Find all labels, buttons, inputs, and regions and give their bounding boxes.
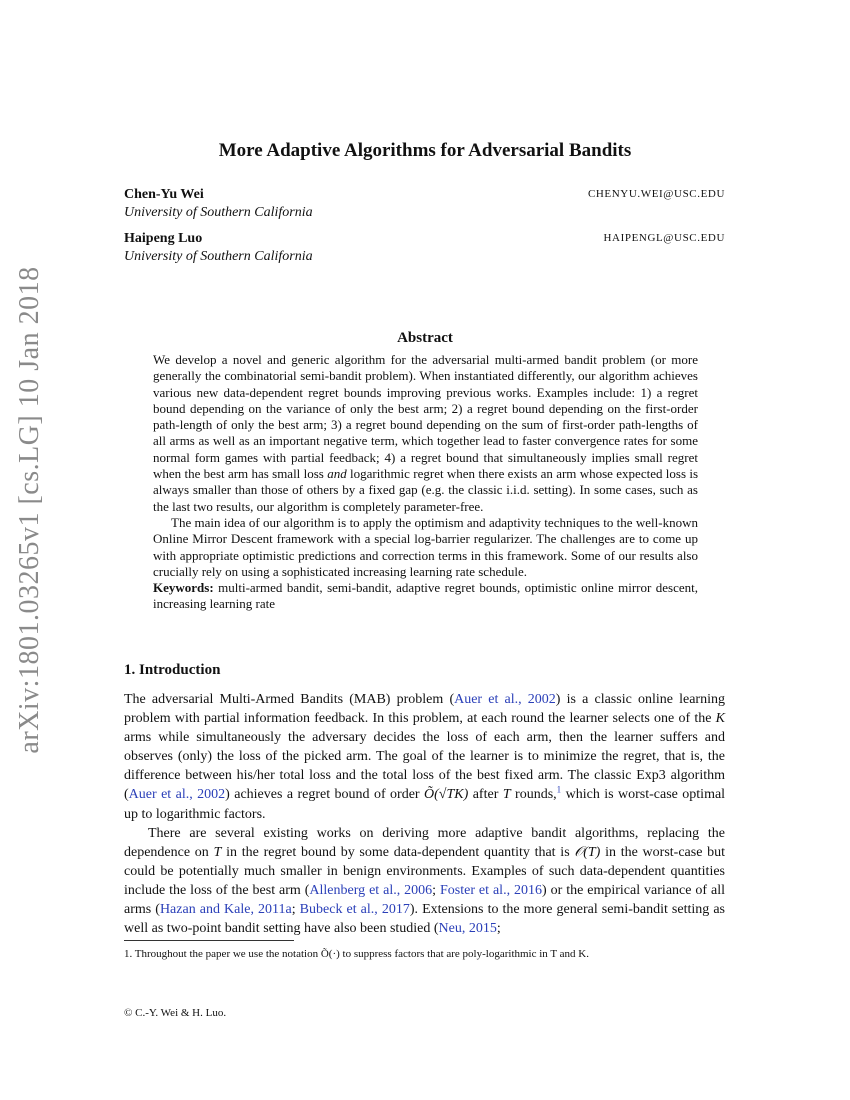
abstract-body bbox=[153, 352, 698, 613]
intro-paragraph-1: The adversarial Multi-Armed Bandits (MAB) problem (Auer et al., 2002) is a classic online learning problem with partial information feedback. In this problem, at each round the learner selects one of the K arms while simultaneously the adversary decides the loss of each arm, then the learner suffers and observes (only) the loss of the picked arm. The goal of the learner is to minimize the regret, that is, the difference between his/her total loss and the total loss of the best fixed arm. The classic Exp3 algorithm (Auer et al., 2002) achieves a regret bound of order Õ(√TK) after T rounds,$^1$ which is worst-case optimal up to logarithmic factors. bbox=[124, 692, 726, 822]
author-email: HAIPENGL@USC.EDU bbox=[603, 232, 725, 244]
section-heading-introduction: 1. Introduction bbox=[124, 662, 221, 678]
author-name: Chen-Yu Wei bbox=[124, 187, 204, 202]
abstract-paragraph-1: We develop a novel and generic algorithm for the adversarial multi-armed bandit problem (or more generally the combinatorial semi-bandit problem). When instantiated differently, our algorithm achieves various new data-dependent regret bounds improving previous works. Examples include: 1) a regret bound depending on the variance of only the best arm; 2) a regret bound depending on the first-order path-length of only the best arm; 3) a regret bound depending on the sum of first-order path-lengths of all arms as well as an important negative term, which together lead to faster convergence rates for some normal form games with partial feedback; 4) a regret bound that simultaneously implies small regret when the best arm has small loss and logarithmic regret when there exists an arm whose expected loss is always smaller than those of others by a fixed gap (e.g. the classic i.i.d. setting). In some cases, such as the last two results, our algorithm is completely parameter-free. bbox=[153, 352, 699, 514]
math-order-bound: Õ(√TK) bbox=[424, 787, 469, 803]
keywords-list: multi-armed bandit, semi-bandit, adaptive regret bounds, optimistic online mirror descent, increasing learning rate bbox=[153, 580, 699, 612]
footnote-marker[interactable]: 1 bbox=[556, 784, 562, 795]
abstract-paragraph-2: The main idea of our algorithm is to apply the optimism and adaptivity techniques to the well-known Online Mirror Descent framework with a special log-barrier regularizer. The challenges are to come up with appropriate optimistic predictions and correction terms in this framework. Some of our results also crucially rely on using a sophisticated increasing learning rate schedule. bbox=[153, 514, 698, 579]
math-big-o-T: 𝒪(T) bbox=[574, 844, 601, 860]
keywords-label: Keywords: bbox=[153, 580, 214, 596]
author-email: CHENYU.WEI@USC.EDU bbox=[587, 188, 725, 200]
author-block-2 bbox=[124, 231, 725, 265]
citation-link[interactable]: Bubeck et al., 2017 bbox=[299, 902, 410, 918]
footnote-1: 1. Throughout the paper we use the notation Õ(·) to suppress factors that are poly-logarithmic in T and K. bbox=[124, 948, 589, 960]
citation-link[interactable]: Auer et al., 2002 bbox=[454, 692, 556, 707]
math-K: K bbox=[715, 711, 725, 727]
arxiv-id: arXiv:1801.03265v1 [cs.LG] 10 Jan 2018 bbox=[14, 266, 45, 754]
abstract-heading: Abstract bbox=[397, 330, 453, 346]
author-name: Haipeng Luo bbox=[124, 231, 203, 246]
citation-link[interactable]: Allenberg et al., 2006 bbox=[309, 882, 433, 898]
footnote-rule bbox=[124, 940, 294, 941]
math-T: T bbox=[502, 787, 511, 803]
abstract-emphasis: and bbox=[327, 466, 347, 482]
copyright-notice: © C.-Y. Wei & H. Luo. bbox=[124, 1007, 227, 1019]
math-T: T bbox=[213, 844, 222, 860]
author-block-1 bbox=[124, 187, 725, 221]
introduction-body bbox=[124, 690, 725, 938]
citation-link[interactable]: Foster et al., 2016 bbox=[439, 882, 543, 898]
citation-link[interactable]: Auer et al., 2002 bbox=[128, 787, 226, 803]
intro-paragraph-2: There are several existing works on deriving more adaptive bandit algorithms, replacing the dependence on T in the regret bound by some data-dependent quantity that is 𝒪(T) in the worst-case but could be potentially much smaller in benign environments. Examples of such data-dependent quantities include the loss of the best arm (Allenberg et al., 2006; Foster et al., 2016) or the empirical variance of all arms (Hazan and Kale, 2011a; Bubeck et al., 2017). Extensions to the more general semi-bandit setting as well as two-point bandit setting have also been studied (Neu, 2015; bbox=[124, 825, 726, 937]
citation-link[interactable]: Neu, 2015 bbox=[438, 921, 497, 937]
citation-link[interactable]: Hazan and Kale, 2011a bbox=[159, 902, 292, 918]
keywords bbox=[153, 580, 698, 613]
paper-title: More Adaptive Algorithms for Adversarial Bandits bbox=[218, 140, 632, 161]
author-affiliation: University of Southern California bbox=[124, 205, 313, 220]
author-affiliation: University of Southern California bbox=[124, 249, 313, 264]
